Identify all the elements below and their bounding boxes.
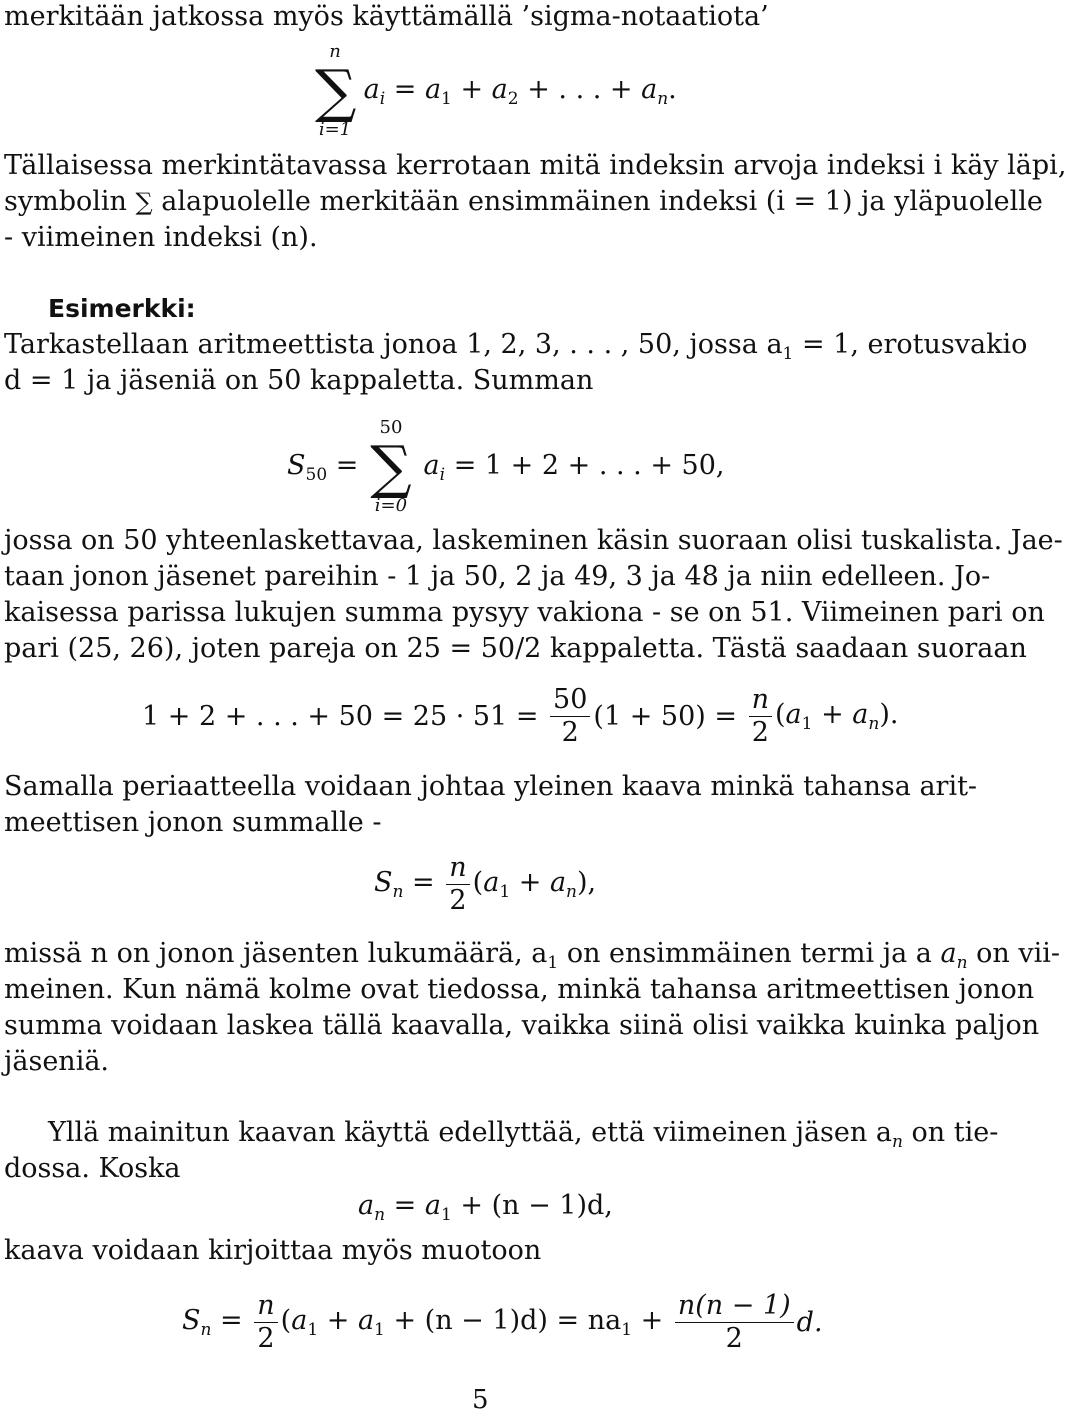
para3-line-2: meettisen jonon summalle - (4, 807, 382, 838)
explain-line-3: - viimeinen indeksi (n). (4, 222, 318, 253)
final-sn-formula: $S_n$ = $\frac{n}{2}$ $(a_1 + a_1 + (n - 1)d) = na_1$ + $\frac{n(n - 1)}{2}$ d. (182, 1290, 823, 1354)
final-tail: d. (796, 1307, 823, 1338)
final-fraction-nn1-over-2: $\frac{n(n - 1)}{2}$ (675, 1290, 794, 1355)
page-number: 5 (472, 1385, 489, 1415)
pairs-equation: 1 + 2 + . . . + 50 = 25 · 51 = $\frac{50}{2}$ (1 + 50) = $\frac{n}{2}$ $(a_1 + a_n)$. (142, 684, 899, 748)
pairs-lhs: 1 + 2 + . . . + 50 = 25 · 51 = (142, 701, 539, 732)
sum-lower-limit: i=1 (318, 119, 352, 140)
para4-line-4: jäseniä. (4, 1046, 110, 1077)
example-line-1-text: Tarkastellaan aritmeettista jonoa 1, 2, 3, . . . , 50, jossa a (4, 329, 783, 360)
an-formula: $a_n = a_1 + (n - 1)d$, (358, 1190, 613, 1225)
para3-line-1: Samalla periaatteella voidaan johtaa yleinen kaava minkä tahansa arit- (4, 771, 978, 802)
para2-line-1: jossa on 50 yhteenlaskettavaa, laskeminen käsin suoraan olisi tuskalista. Jae- (4, 525, 1063, 556)
fraction-50-over-2: $\frac{50}{2}$ (550, 684, 590, 749)
sum-definition-equation (315, 42, 677, 140)
para2-line-4: pari (25, 26), joten pareja on 25 = 50/2 kappaletta. Tästä saadaan suoraan (4, 633, 1027, 664)
an-formula-rhs: + (n − 1)d, (460, 1190, 613, 1221)
s50-lower-limit: i=0 (374, 495, 408, 516)
sn-formula: $S_n$ = $\frac{n}{2}$ $(a_1 + a_n)$, (374, 852, 597, 916)
s50-equation: $S_{50}$ = 50 ∑ i=0 $a_i = 1 + 2$ + . . . + 50, (287, 417, 725, 516)
small-sigma-symbol: ∑ (135, 188, 153, 216)
example-line-1: Tarkastellaan aritmeettista jonoa 1, 2, 3, . . . , 50, jossa $a_1 = 1$, erotusvakio (4, 329, 1028, 364)
final-fraction-n-over-2: $\frac{n}{2}$ (254, 1290, 277, 1355)
s50-rhs: = 1 + 2 + . . . + 50, (453, 449, 725, 481)
para2-line-2: taan jonon jäsenet pareihin - 1 ja 50, 2 ja 49, 3 ja 48 ja niin edelleen. Jo- (4, 561, 991, 592)
s50-upper-limit: 50 (379, 417, 403, 438)
pairs-mid: (1 + 50) = (593, 701, 738, 732)
s50-sigma-symbol: ∑ (370, 433, 412, 501)
intro-line: merkitään jatkossa myös käyttämällä ’sigma-notaatiota’ (4, 1, 769, 32)
para2-line-3: kaisessa parissa lukujen summa pysyy vakiona - se on 51. Viimeinen pari on (4, 597, 1045, 628)
explain-line-1: Tällaisessa merkintätavassa kerrotaan mitä indeksin arvoja indeksi i käy läpi, (4, 150, 1066, 181)
explain-line-2 (4, 185, 1043, 219)
sigma-block (315, 42, 355, 140)
fraction-n-over-2: $\frac{n}{2}$ (749, 684, 772, 749)
sigma-symbol: ∑ (315, 57, 357, 125)
sum-definition-rhs: $a_i = a_1 + a_2$ + . . . + $a_n$. (363, 73, 677, 109)
example-heading: Esimerkki: (48, 294, 196, 323)
example-line-2: d = 1 ja jäseniä on 50 kappaletta. Summan (4, 365, 594, 396)
para4-line-1: missä n on jonon jäsenten lukumäärä, $a_1$ on ensimmäinen termi ja a $a_n$ on vii- (4, 938, 1061, 973)
sum-upper-limit: n (329, 41, 341, 62)
explain-line-2-end: alapuolelle merkitään ensimmäinen indeksi (i = 1) ja yläpuolelle (161, 186, 1043, 217)
final-mid: + (n − 1)d) = na (393, 1305, 622, 1336)
para5-line-2: dossa. Koska (4, 1153, 181, 1184)
sn-fraction: $\frac{n}{2}$ (446, 852, 469, 917)
para5-line-1: Yllä mainitun kaavan käyttä edellyttää, että viimeinen jäsen $a_n$ on tie- (48, 1117, 999, 1152)
para4-line-2: meinen. Kun nämä kolme ovat tiedossa, minkä tahansa aritmeettisen jonon (4, 974, 1035, 1005)
para6-line-1: kaava voidaan kirjoittaa myös muotoon (4, 1235, 542, 1266)
explain-line-2-start: symbolin (4, 186, 127, 217)
s50-sigma-block (367, 418, 415, 516)
para4-line-3: summa voidaan laskea tällä kaavalla, vaikka siinä olisi vaikka kuinka paljon (4, 1010, 1040, 1041)
example-line-1-end: = 1, erotusvakio (801, 329, 1028, 360)
